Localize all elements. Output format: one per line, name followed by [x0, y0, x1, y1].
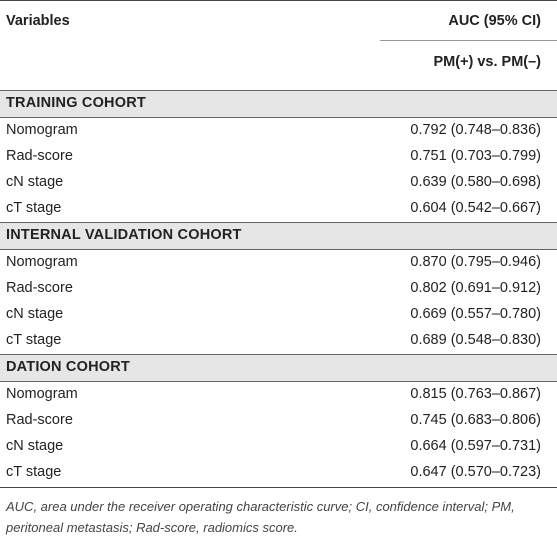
- table-header: [0, 0, 557, 91]
- section-title: DATION COHORT: [6, 359, 130, 375]
- row-variable: Nomogram: [6, 386, 78, 402]
- row-auc: 0.870 (0.795–0.946): [410, 254, 541, 270]
- row-variable: cN stage: [6, 174, 64, 190]
- auc-header: AUC (95% CI): [448, 13, 541, 29]
- table-footnote: AUC, area under the receiver operating characteristic curve; CI, confidence interval; PM, peritoneal metastasis; Rad-score, radiomics score.: [6, 499, 515, 535]
- row-auc: 0.745 (0.683–0.806): [410, 412, 541, 428]
- table-row: [0, 381, 557, 407]
- table-row: [0, 143, 557, 169]
- section-dation-cohort: [0, 354, 557, 382]
- table-row: [0, 433, 557, 459]
- row-auc: 0.639 (0.580–0.698): [410, 174, 541, 190]
- section-internal-validation-cohort: [0, 222, 557, 250]
- table-row: [0, 249, 557, 275]
- row-auc: 0.689 (0.548–0.830): [410, 332, 541, 348]
- table-row: [0, 459, 557, 485]
- row-auc: 0.647 (0.570–0.723): [410, 464, 541, 480]
- section-title: INTERNAL VALIDATION COHORT: [6, 227, 242, 243]
- row-auc: 0.802 (0.691–0.912): [410, 280, 541, 296]
- row-variable: Nomogram: [6, 122, 78, 138]
- table-row: [0, 117, 557, 143]
- table-row: [0, 275, 557, 301]
- row-variable: cN stage: [6, 438, 64, 454]
- row-auc: 0.604 (0.542–0.667): [410, 200, 541, 216]
- row-variable: cT stage: [6, 464, 62, 480]
- row-auc: 0.815 (0.763–0.867): [410, 386, 541, 402]
- row-variable: Rad-score: [6, 148, 73, 164]
- row-variable: cT stage: [6, 332, 62, 348]
- row-variable: cN stage: [6, 306, 64, 322]
- row-auc: 0.792 (0.748–0.836): [410, 122, 541, 138]
- section-title: TRAINING COHORT: [6, 95, 146, 111]
- table-row: [0, 169, 557, 195]
- section-training-cohort: [0, 90, 557, 118]
- row-variable: cT stage: [6, 200, 62, 216]
- row-auc: 0.669 (0.557–0.780): [410, 306, 541, 322]
- table-row: [0, 301, 557, 327]
- header-divider: [380, 40, 557, 41]
- table-bottom-rule: [0, 487, 557, 488]
- row-variable: Rad-score: [6, 280, 73, 296]
- row-variable: Rad-score: [6, 412, 73, 428]
- table-row: [0, 407, 557, 433]
- table-row: [0, 327, 557, 353]
- row-auc: 0.664 (0.597–0.731): [410, 438, 541, 454]
- comparison-header: PM(+) vs. PM(–): [433, 54, 541, 70]
- row-variable: Nomogram: [6, 254, 78, 270]
- table-row: [0, 195, 557, 221]
- row-auc: 0.751 (0.703–0.799): [410, 148, 541, 164]
- variables-header: Variables: [6, 13, 70, 29]
